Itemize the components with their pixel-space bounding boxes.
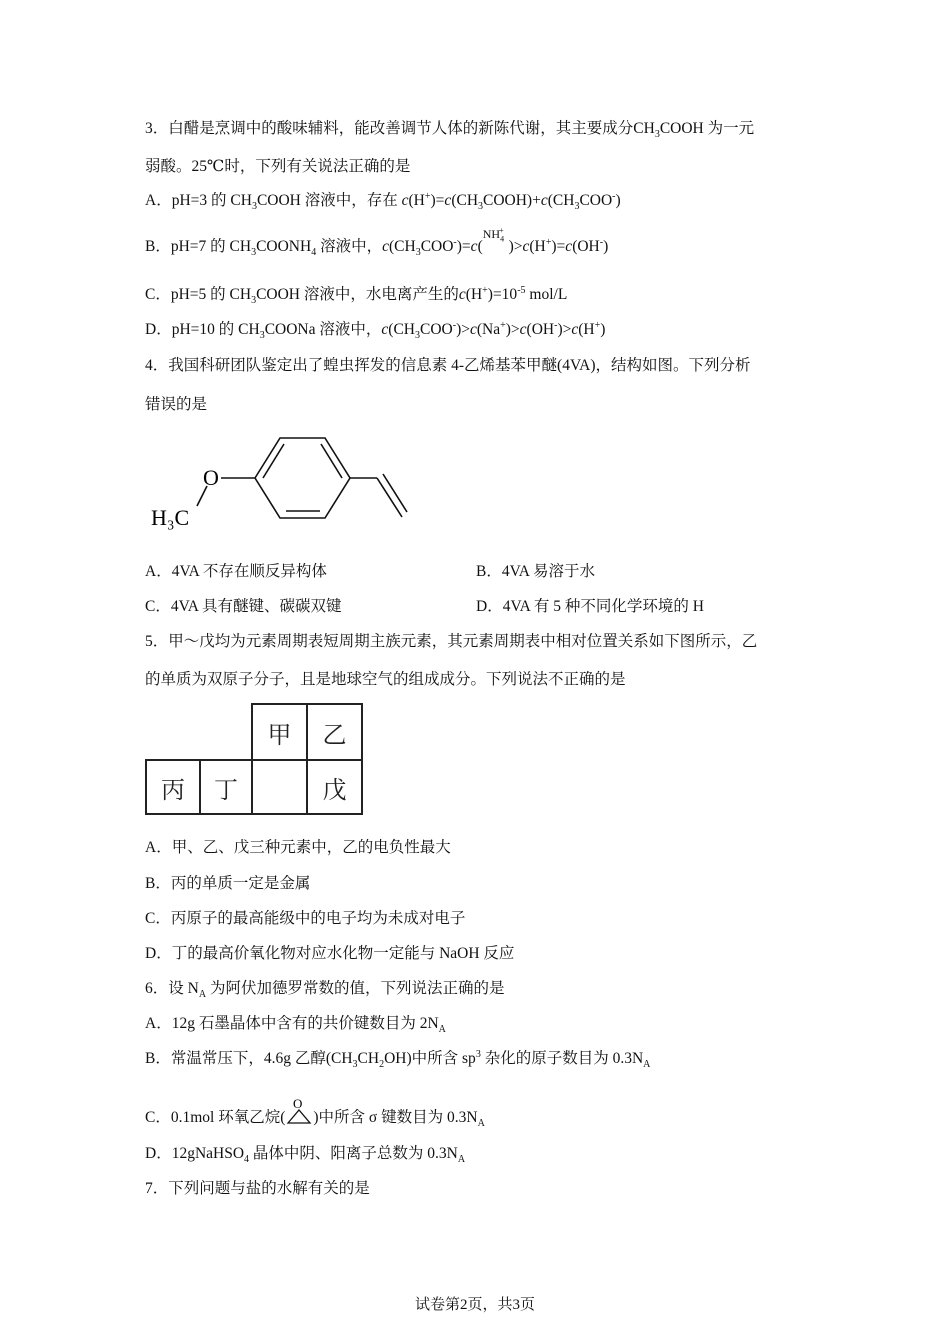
cell-yi: 乙	[306, 703, 363, 761]
cell-jia: 甲	[251, 703, 308, 761]
h3c-label: H₃C	[151, 505, 190, 530]
q5-stem-line1: 5．甲～戊均为元素周期表短周期主族元素，其元素周期表中相对位置关系如下图所示，乙	[145, 633, 758, 650]
cell-empty	[251, 759, 308, 815]
q4-option-a: A．4VA 不存在顺反异构体	[145, 563, 327, 580]
q3-stem-line1: 3．白醋是烹调中的酸味辅料，能改善调节人体的新陈代谢，其主要成分$CH_3COOH$ 为一元	[145, 120, 755, 141]
q5-option-c: C．丙原子的最高能级中的电子均为未成对电子	[145, 910, 466, 927]
q4-stem-line1: 4．我国科研团队鉴定出了蝗虫挥发的信息素 4-乙烯基苯甲醚(4VA)，结构如图。下列分析	[145, 357, 751, 374]
epoxide-icon	[285, 1096, 313, 1126]
page-footer: 试卷第2页，共3页	[414, 1297, 535, 1313]
q4-option-d: D．4VA 有 5 种不同化学环境的 H	[476, 598, 704, 615]
q6-option-b: B．常温常压下，4.6g 乙醇$(CH_3CH_2OH)$中所含 $sp^3$ 杂化的原子数目为 $0.3N_A$	[145, 1048, 651, 1071]
q5-stem-line2: 的单质为双原子分子，且是地球空气的组成成分。下列说法不正确的是	[145, 671, 626, 688]
4va-structure-diagram	[145, 430, 415, 535]
cell-ding: 丁	[199, 759, 253, 815]
q6-option-c: C．0.1mol 环氧乙烷( O )中所含 σ 键数目为 $0.3N_A$	[145, 1096, 485, 1130]
oxygen-label: O	[203, 465, 219, 490]
q6-option-d: D．12gNaHSO$_4$ 晶体中阴、阳离子总数为 $0.3N_A$	[145, 1145, 466, 1166]
q4-option-b: B．4VA 易溶于水	[476, 563, 595, 580]
q4-stem-line2: 错误的是	[145, 396, 208, 413]
q3-option-c: C．pH=5 的 $CH_3COOH$ 溶液中，水电离产生的$c(H^+)=10^{-5}$ mol/L	[145, 284, 568, 307]
svg-text:O: O	[293, 1096, 303, 1111]
q3-option-a: A．pH=3 的 $CH_3COOH$ 溶液中，存在 $c(H^+)=c(CH_3COOH)+c(CH_3COO^-)$	[145, 190, 621, 213]
q3-option-b: B．pH=7 的 $CH_3COONH_4$ 溶液中，$c(CH_3COO^-)=c(^{NH_4^+})>c(H^+)=c(OH^-)$	[145, 226, 609, 259]
cell-bing: 丙	[145, 759, 201, 815]
q5-option-d: D．丁的最高价氧化物对应水化物一定能与 NaOH 反应	[145, 945, 515, 962]
q4-option-c: C．4VA 具有醚键、碳碳双键	[145, 598, 342, 615]
q3-option-d: D．pH=10 的 $CH_3COONa$ 溶液中，$c(CH_3COO^-)>c(Na^+)>c(OH^-)>c(H^+)$	[145, 319, 606, 342]
q6-stem: 6．设 $N_A$ 为阿伏加德罗常数的值，下列说法正确的是	[145, 980, 505, 1001]
cell-wu: 戊	[306, 759, 363, 815]
q6-option-a: A．12g 石墨晶体中含有的共价键数目为 $2N_A$	[145, 1015, 446, 1036]
q5-option-a: A．甲、乙、戊三种元素中，乙的电负性最大	[145, 839, 451, 856]
q7-stem: 7．下列问题与盐的水解有关的是	[145, 1180, 370, 1197]
q5-option-b: B．丙的单质一定是金属	[145, 875, 311, 892]
q3-stem-line2: 弱酸。25℃时，下列有关说法正确的是	[145, 158, 411, 175]
